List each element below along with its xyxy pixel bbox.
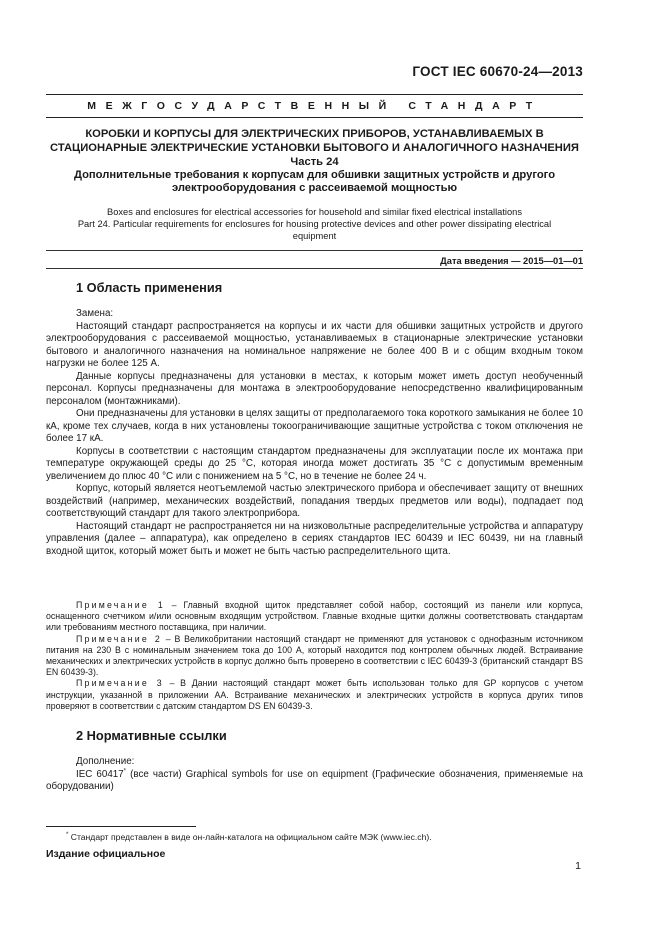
section-2-body	[46, 756, 583, 794]
introduction-date: Дата введения — 2015—01—01	[440, 256, 583, 266]
note-1	[46, 600, 583, 634]
scope-paragraph-3: Они предназначены для установки в целях защиты от предполагаемого тока короткого замыкания не более 10 кА, кроме тех случаев, когда в них установлены токоограничивающие защитные устройства с током отключения не более 17 кА.	[46, 408, 583, 444]
scope-paragraph-1: Настоящий стандарт распространяется на корпусы и их части для обшивки защитных устройств и другого электрооборудования с рассеиваемой мощностью, устанавливаемых в стационарные электрические установки бытового и аналогичного назначения на номинальное напряжение не более 400 В и с общим входным током нагрузки не более 125 А.	[46, 320, 583, 369]
standard-number: ГОСТ IEC 60670-24—2013	[412, 64, 583, 79]
banner-divider	[46, 117, 583, 118]
note-2-label: Примечание 2	[76, 633, 163, 644]
subtitle-line-1: Дополнительные требования к корпусам для обшивки защитных устройств и другого	[73, 169, 556, 181]
scope-paragraph-2: Данные корпусы предназначены для установки в местах, к которым может иметь доступ необученный персонал. Корпусы предназначены для монтажа в электрооборудование непосредственно квалифицированным персоналом (монтажниками).	[46, 370, 583, 407]
date-divider	[46, 250, 583, 251]
reference-code: IEC 60417	[76, 768, 124, 780]
title-en-line-2: Part 24. Particular requirements for enclosures for housing protective devices and other power dissipating electrical	[77, 219, 552, 229]
footnote	[66, 832, 432, 842]
standard-type-banner: МЕЖГОСУДАРСТВЕННЫЙ СТАНДАРТ	[87, 100, 542, 112]
scope-paragraph-5: Корпус, который является неотъемлемой частью электрического прибора и обеспечивает защиту от внешних воздействий (например, механических воздействий, попадания твердых предметов или воды), подпадает под соответствующий стандарт для такого электроприбора.	[46, 483, 583, 519]
scope-paragraph-4: Корпусы в соответствии с настоящим стандартом предназначены для эксплуатации после их монтажа при температуре окружающей среды до 25 °С, которая иногда может достигать 35 °С с допустимым временным увеличением до плюс 40 °С или с понижением на 5 °С, но в течение не более 24 ч.	[46, 445, 583, 482]
footnote-divider	[46, 826, 196, 827]
section-1-body	[46, 308, 583, 558]
reference-text: (все части) Graphical symbols for use on equipment (Графические обозначения, применяемые на оборудовании)	[46, 768, 583, 792]
section-1-notes	[46, 600, 583, 712]
title-en-line-3: equipment	[292, 231, 337, 241]
note-2-text: – В Великобритании настоящий стандарт не применяют для установок с однофазным источником питания на 230 В с номинальным значением тока до 100 А, который находится под контролем обычных людей. Встраивание механических и электрических устройств в корпус должно быть проверено в соответствии с IEC 60439-3 (британский стандарт BS EN 60439-3).	[46, 633, 584, 678]
note-1-label: Примечание 1	[76, 600, 165, 610]
date-divider-bottom	[46, 268, 583, 269]
title-ru-line-2: СТАЦИОНАРНЫЕ ЭЛЕКТРИЧЕСКИЕ УСТАНОВКИ БЫТОВОГО И АНАЛОГИЧНОГО НАЗНАЧЕНИЯ	[50, 142, 579, 154]
official-edition-label: Издание официальное	[46, 848, 166, 860]
footnote-mark: *	[66, 832, 69, 839]
replacement-label: Замена:	[76, 308, 114, 319]
scope-paragraph-6: Настоящий стандарт не распространяется ни на низковольтные распределительные устройства и аппаратуру управления (далее – аппаратура), как определено в сериях стандартов IEC 60439 и IEC 60439, ни на главный входной щиток, который может быть и может не быть частью распределительного щита.	[46, 520, 583, 557]
title-part: Часть 24	[290, 156, 339, 168]
note-3-text: – В Дании настоящий стандарт может быть использован только для GP корпусов с учетом инструкции, указанной в приложении АА. Встраивание механических и электрических устройств в корпуса других типов проверяют в соответствии с датским стандартом DS EN 60439-3.	[46, 678, 583, 711]
note-1-text: – Главный входной щиток представляет собой набор, состоящий из панели или корпуса, оснащенного счетчиком и/или основным входящим устройством. Главные входные щитки должны соответствовать стандартам или требованиям местного поставщика, при наличии.	[46, 600, 584, 633]
section-2-heading: 2 Нормативные ссылки	[76, 728, 227, 743]
reference-iec-60417	[46, 769, 583, 794]
title-ru-line-1: КОРОБКИ И КОРПУСЫ ДЛЯ ЭЛЕКТРИЧЕСКИХ ПРИБОРОВ, УСТАНАВЛИВАЕМЫХ В	[85, 128, 544, 140]
footnote-text: Стандарт представлен в виде он-лайн-каталога на официальном сайте МЭК (www.iec.ch).	[68, 832, 432, 842]
page-number: 1	[575, 860, 581, 872]
title-en-line-1: Boxes and enclosures for electrical accessories for household and similar fixed electrical installations	[107, 207, 522, 217]
note-2	[46, 634, 583, 679]
note-3-label: Примечание 3	[76, 678, 164, 689]
reference-footnote-mark: *	[123, 768, 127, 775]
addition-label: Дополнение:	[76, 756, 135, 767]
top-divider	[46, 94, 583, 95]
note-3	[46, 678, 583, 712]
section-1-heading: 1 Область применения	[76, 280, 223, 295]
subtitle-line-2: электрооборудования с рассеиваемой мощностью	[171, 182, 458, 194]
